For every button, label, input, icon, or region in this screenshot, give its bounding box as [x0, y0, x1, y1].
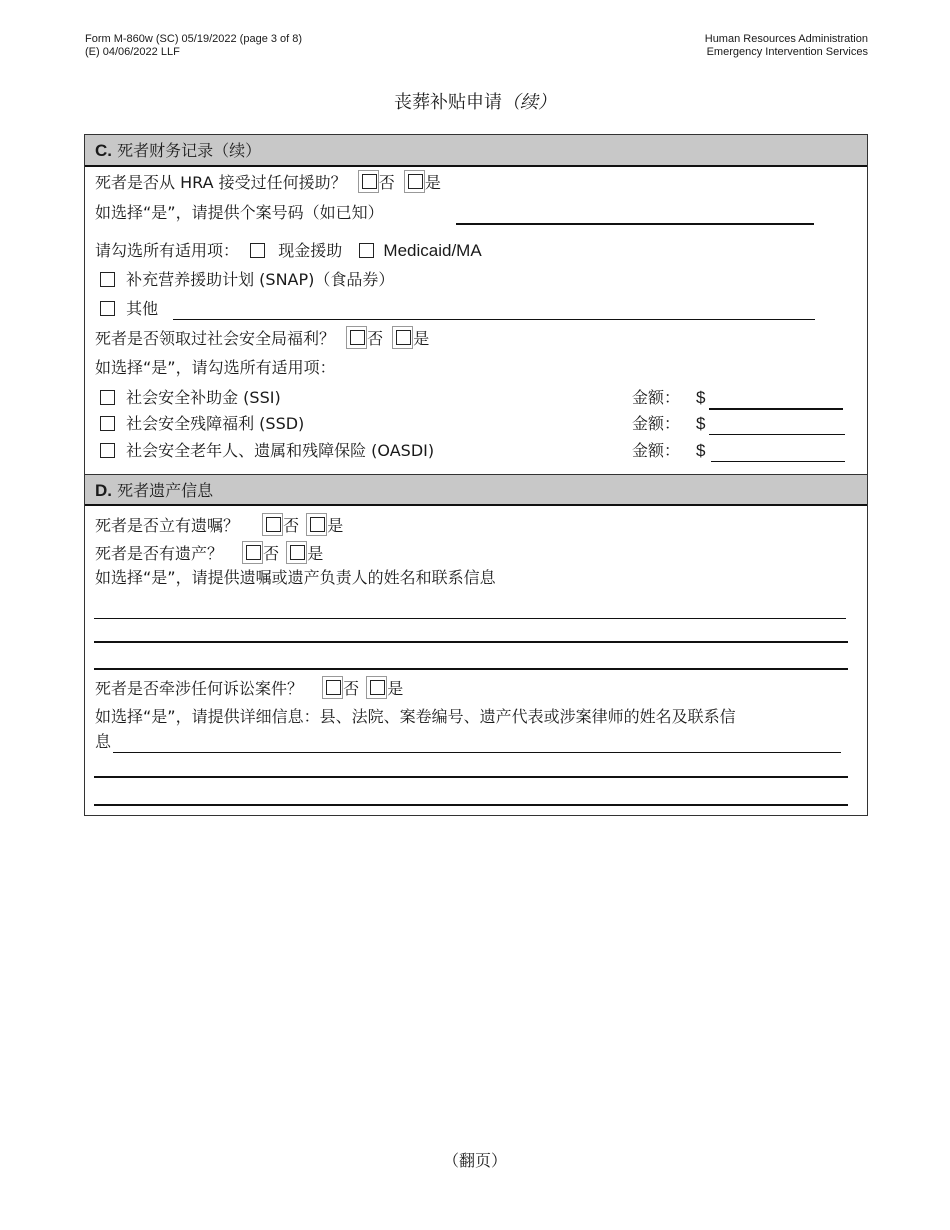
hra-no-checkbox[interactable]	[358, 170, 379, 193]
case-number-input[interactable]	[456, 223, 814, 225]
ssi-amount-label: 金额：	[632, 388, 681, 407]
lawsuit-no-label: 否	[343, 679, 360, 698]
section-c-header	[85, 135, 867, 167]
title-continued: （续）	[502, 92, 556, 113]
lawsuit-info-line-1[interactable]	[113, 752, 841, 753]
section-d-letter: D.	[95, 481, 112, 500]
agency-name: Human Resources Administration	[704, 33, 868, 45]
ssd-checkbox[interactable]	[100, 416, 115, 431]
will-no-checkbox[interactable]	[262, 513, 283, 536]
estate-info-line-1[interactable]	[94, 618, 846, 619]
section-d-header	[85, 474, 867, 506]
form-id-line: Form M-860w (SC) 05/19/2022 (page 3 of 8)	[85, 33, 303, 45]
section-c-letter: C.	[95, 141, 112, 160]
estate-no-label: 否	[263, 544, 280, 563]
ss-benefits-row	[95, 326, 429, 350]
turn-page-note: （翻页）	[442, 1151, 507, 1170]
oasdi-amount-label: 金额：	[632, 441, 681, 460]
snap-row	[100, 269, 394, 291]
ss-yes-checkbox[interactable]	[392, 326, 413, 349]
estate-row	[95, 541, 323, 565]
lawsuit-no-checkbox[interactable]	[322, 676, 343, 699]
snap-checkbox[interactable]	[100, 272, 115, 287]
check-all-label: 请勾选所有适用项：	[95, 241, 240, 260]
ss-check-label: 如选择“是”，请勾选所有适用项：	[95, 358, 336, 377]
estate-question: 死者是否有遗产？	[95, 544, 224, 563]
ss-no-label: 否	[367, 329, 384, 348]
ssi-row	[100, 387, 281, 409]
form-box	[84, 134, 868, 816]
medicaid-checkbox[interactable]	[359, 243, 374, 258]
ssd-row	[100, 413, 304, 435]
cash-assistance-checkbox[interactable]	[250, 243, 265, 258]
section-d-title: 死者遗产信息	[117, 481, 214, 500]
ssi-currency: $	[696, 388, 706, 407]
ssi-label: 社会安全补助金 (SSI)	[126, 388, 281, 407]
will-row	[95, 513, 343, 537]
ssi-amount-input[interactable]	[709, 408, 843, 410]
lawsuit-row	[95, 676, 403, 700]
estate-info-line-2[interactable]	[94, 641, 848, 643]
ssd-label: 社会安全残障福利 (SSD)	[126, 414, 305, 433]
ssd-currency: $	[696, 414, 706, 433]
section-c-title: 死者财务记录（续）	[117, 141, 262, 160]
estate-yes-label: 是	[307, 544, 324, 563]
title-main: 丧葬补贴申请	[394, 92, 502, 113]
will-yes-label: 是	[327, 516, 344, 535]
hra-no-label: 否	[378, 173, 395, 192]
cash-assistance-label: 现金援助	[278, 241, 343, 260]
estate-info-line-3[interactable]	[94, 668, 848, 670]
assistance-type-row	[95, 240, 482, 262]
lawsuit-info-line-3[interactable]	[94, 804, 848, 806]
ssd-amount-input[interactable]	[709, 434, 845, 435]
other-input[interactable]	[173, 319, 815, 320]
estate-info-label: 如选择“是”，请提供遗嘱或遗产负责人的姓名和联系信息	[95, 568, 496, 587]
other-label: 其他	[126, 299, 159, 318]
other-row	[100, 298, 158, 320]
oasdi-amount-input[interactable]	[711, 461, 845, 462]
page-title	[0, 88, 950, 114]
other-checkbox[interactable]	[100, 301, 115, 316]
hra-assistance-row	[95, 170, 441, 194]
lawsuit-info-line-2[interactable]	[94, 776, 848, 778]
lawsuit-yes-label: 是	[387, 679, 404, 698]
oasdi-checkbox[interactable]	[100, 443, 115, 458]
ssi-checkbox[interactable]	[100, 390, 115, 405]
will-yes-checkbox[interactable]	[306, 513, 327, 536]
agency-block	[705, 33, 868, 59]
ss-yes-label: 是	[413, 329, 430, 348]
will-question: 死者是否立有遗嘱？	[95, 516, 240, 535]
oasdi-currency: $	[696, 441, 706, 460]
case-number-label: 如选择“是”，请提供个案号码（如已知）	[95, 203, 384, 222]
ss-no-checkbox[interactable]	[346, 326, 367, 349]
hra-yes-label: 是	[424, 173, 441, 192]
estate-no-checkbox[interactable]	[242, 541, 263, 564]
medicaid-label: Medicaid/MA	[383, 241, 482, 260]
lawsuit-info-label: 如选择“是”，请提供详细信息：县、法院、案卷编号、遗产代表或涉案律师的姓名及联系信	[95, 707, 736, 726]
lawsuit-yes-checkbox[interactable]	[366, 676, 387, 699]
snap-label: 补充营养援助计划 (SNAP)（食品券）	[126, 270, 395, 289]
hra-yes-checkbox[interactable]	[404, 170, 425, 193]
form-revision-line: (E) 04/06/2022 LLF	[85, 46, 180, 58]
agency-division: Emergency Intervention Services	[706, 46, 868, 58]
lawsuit-question: 死者是否牵涉任何诉讼案件？	[95, 679, 304, 698]
form-id-block	[85, 33, 302, 59]
oasdi-row	[100, 440, 434, 462]
ssd-amount-label: 金额：	[632, 414, 681, 433]
estate-yes-checkbox[interactable]	[286, 541, 307, 564]
hra-question: 死者是否从 HRA 接受过任何援助？	[95, 173, 347, 192]
lawsuit-info-label-wrap: 息	[95, 732, 112, 751]
oasdi-label: 社会安全老年人、遗属和残障保险 (OASDI)	[126, 441, 435, 460]
will-no-label: 否	[283, 516, 300, 535]
ss-question: 死者是否领取过社会安全局福利？	[95, 329, 336, 348]
